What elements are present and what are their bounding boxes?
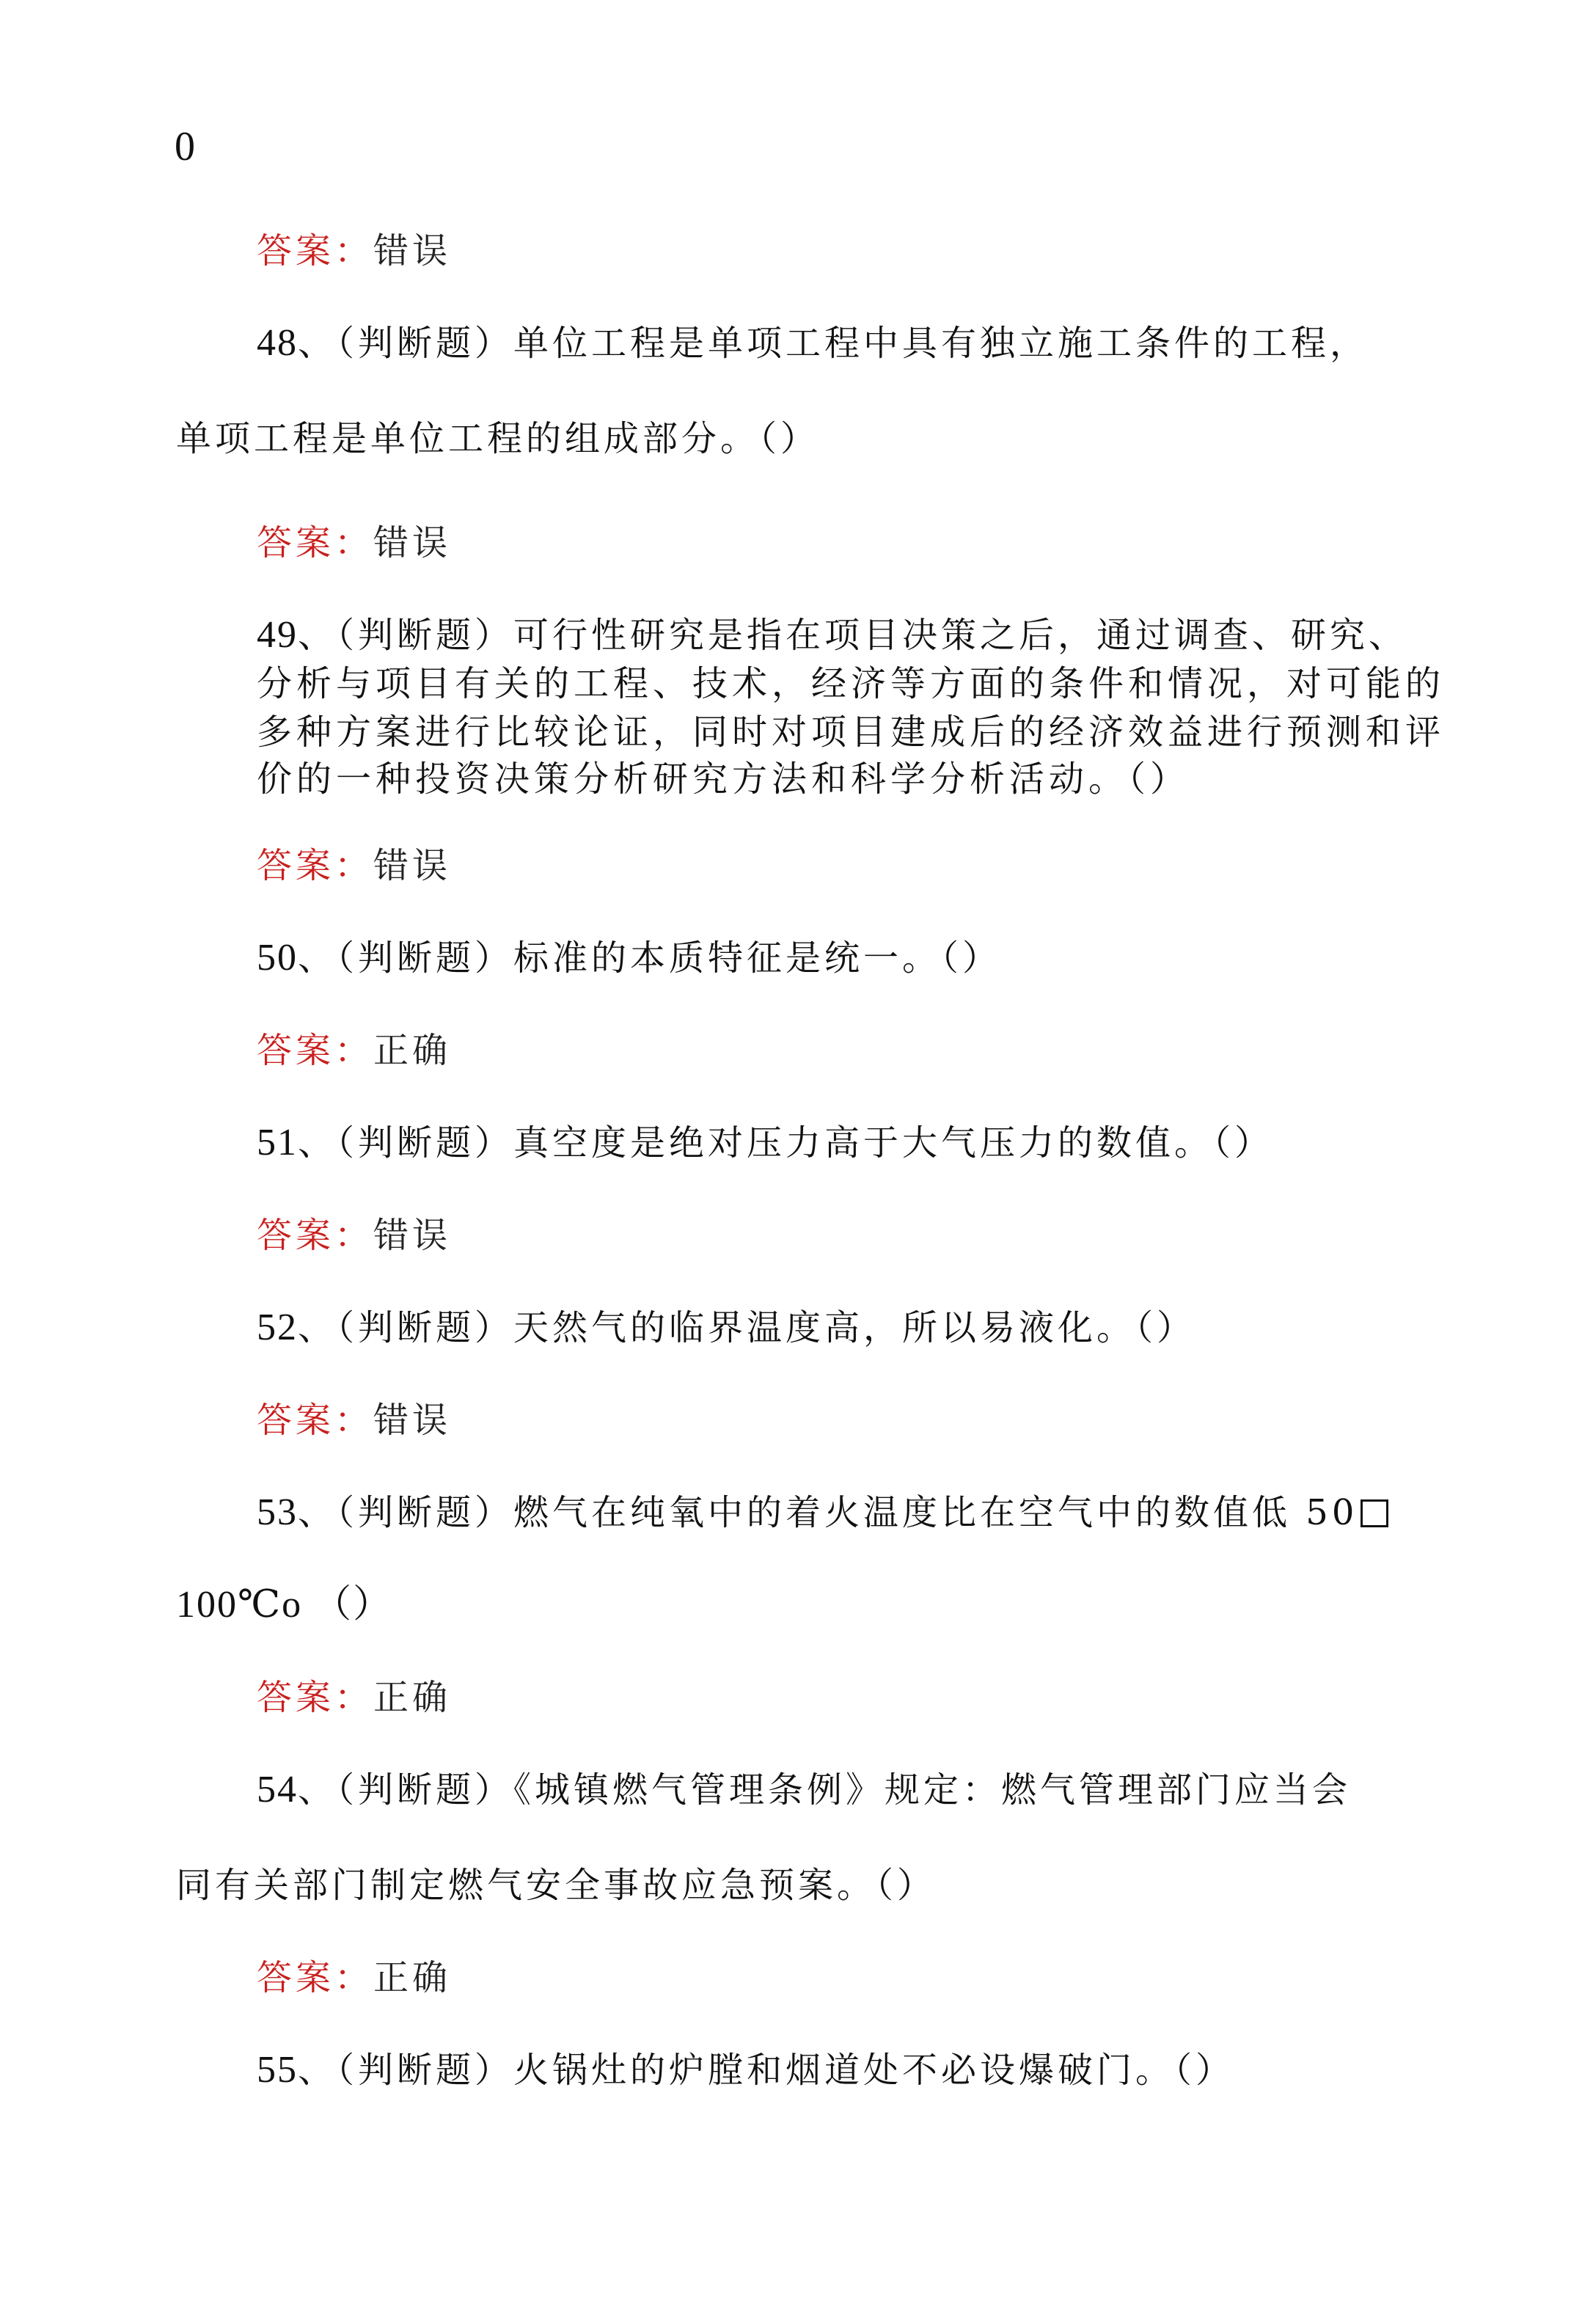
answer-value: 错误 [373, 845, 452, 886]
question-49-line-4: 价的一种投资决策分析研究方法和科学分析活动。（） [257, 759, 1190, 800]
answer-line [257, 1674, 451, 1721]
question-49-line-2: 分析与项目有关的工程、技术，经济等方面的条件和情况，对可能的 [257, 663, 1446, 704]
question-49 [257, 612, 1407, 659]
question-52 [257, 1304, 1195, 1351]
question-54-continuation: 同有关部门制定燃气安全事故应急预案。（） [176, 1865, 937, 1906]
question-type: 、（判断题） [298, 2050, 514, 2091]
answer-value: 正确 [373, 1957, 452, 1998]
question-55 [257, 2047, 1234, 2094]
question-type: 、（判断题） [298, 615, 514, 656]
question-text: 燃气在纯氧中的着火温度比在空气中的数值低 50 [513, 1492, 1358, 1533]
answer-line [257, 842, 451, 889]
answer-label: 答案： [257, 1400, 374, 1441]
question-53-continuation: 100℃o （） [176, 1584, 393, 1626]
question-type: 、（判断题） [298, 1769, 514, 1810]
question-text: 标准的本质特征是统一。（） [513, 938, 1002, 979]
question-54 [257, 1766, 1351, 1813]
answer-value: 错误 [373, 522, 452, 563]
question-53 [257, 1489, 1388, 1536]
page-top-number: 0 [175, 124, 195, 169]
question-text: 真空度是绝对压力高于大气压力的数值。（） [513, 1122, 1274, 1163]
answer-label: 答案： [257, 1677, 374, 1718]
question-type: 、（判断题） [298, 323, 514, 364]
answer-label: 答案： [257, 230, 374, 271]
answer-line [257, 1397, 451, 1444]
question-text: 火锅灶的炉膛和烟道处不必设爆破门。（） [513, 2050, 1235, 2091]
answer-line [257, 519, 451, 566]
question-number: 48 [257, 322, 298, 364]
question-number: 55 [257, 2049, 298, 2091]
missing-glyph-box [1361, 1499, 1388, 1527]
question-type: 、（判断题） [298, 1307, 514, 1348]
question-type: 、（判断题） [298, 1122, 514, 1163]
question-text: 《城镇燃气管理条例》规定：燃气管理部门应当会 [513, 1769, 1352, 1810]
question-number: 49 [257, 614, 298, 656]
answer-value: 错误 [373, 1400, 452, 1441]
answer-line [257, 1027, 451, 1074]
answer-line [257, 1212, 451, 1259]
answer-label: 答案： [257, 1957, 374, 1998]
answer-value: 正确 [373, 1677, 452, 1718]
question-type: 、（判断题） [298, 1492, 514, 1533]
question-number: 52 [257, 1307, 298, 1348]
answer-value: 正确 [373, 1030, 452, 1071]
question-50 [257, 935, 1001, 982]
answer-label: 答案： [257, 1030, 374, 1071]
answer-value: 错误 [373, 1215, 452, 1256]
question-type: 、（判断题） [298, 938, 514, 979]
answer-line [257, 227, 451, 274]
answer-label: 答案： [257, 522, 374, 563]
question-number: 53 [257, 1491, 298, 1533]
question-number: 50 [257, 937, 298, 979]
answer-label: 答案： [257, 845, 374, 886]
question-text: 天然气的临界温度高，所以易液化。（） [513, 1307, 1196, 1348]
question-text: 可行性研究是指在项目决策之后，通过调查、研究、 [513, 615, 1408, 656]
question-48 [257, 320, 1369, 367]
question-49-line-3: 多种方案进行比较论证，同时对项目建成后的经济效益进行预测和评 [257, 712, 1446, 753]
answer-label: 答案： [257, 1215, 374, 1256]
question-48-continuation: 单项工程是单位工程的组成部分。（） [176, 418, 820, 459]
question-number: 54 [257, 1769, 298, 1810]
question-51 [257, 1119, 1273, 1166]
answer-value: 错误 [373, 230, 452, 271]
answer-line [257, 1954, 451, 2001]
question-text: 单位工程是单项工程中具有独立施工条件的工程， [513, 323, 1369, 364]
question-number: 51 [257, 1122, 298, 1163]
